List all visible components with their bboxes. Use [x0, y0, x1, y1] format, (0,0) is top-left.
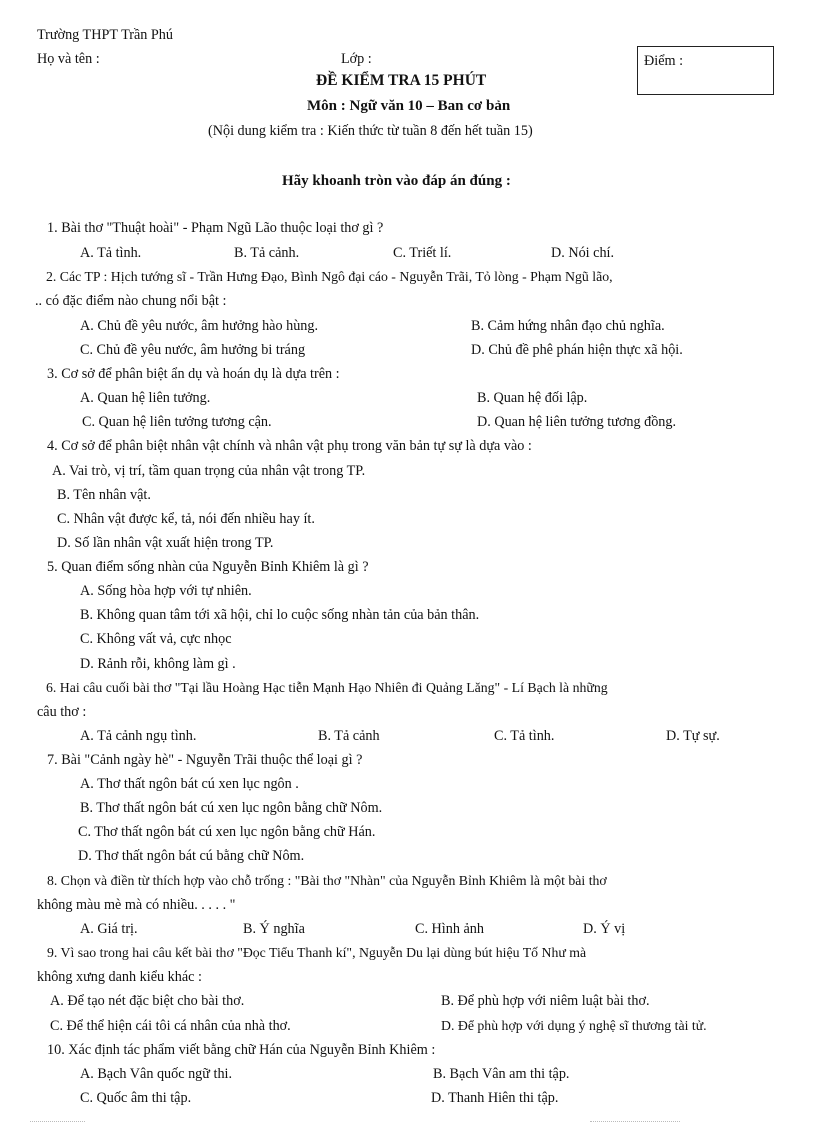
option-d: D. Chủ đề phê phán hiện thực xã hội.	[471, 342, 683, 358]
option-d: D. Rảnh rỗi, không làm gì .	[80, 656, 236, 672]
page-edge-rule	[590, 1121, 680, 1122]
option-b: B. Quan hệ đối lập.	[477, 390, 588, 406]
option-c: C. Thơ thất ngôn bát cú xen lục ngôn bằng chữ Hán.	[78, 824, 376, 840]
option-b: B. Ý nghĩa	[243, 921, 305, 937]
option-b: B. Tả cảnh	[318, 728, 380, 744]
option-d: D. Số lần nhân vật xuất hiện trong TP.	[57, 535, 274, 551]
exam-title: ĐỀ KIỂM TRA 15 PHÚT	[316, 72, 487, 89]
option-b: B. Cảm hứng nhân đạo chủ nghĩa.	[471, 318, 665, 334]
student-name-label: Họ và tên :	[37, 51, 100, 67]
question-stem: 5. Quan điểm sống nhàn của Nguyễn Bỉnh Khiêm là gì ?	[47, 559, 369, 575]
question-stem: 2. Các TP : Hịch tướng sĩ - Trần Hưng Đạo, Bình Ngô đại cáo - Nguyễn Trãi, Tỏ lòng - Phạm Ngũ lão,	[46, 269, 613, 284]
question-stem: 4. Cơ sở để phân biệt nhân vật chính và nhân vật phụ trong văn bản tự sự là dựa vào :	[47, 438, 532, 454]
question-stem: 3. Cơ sở để phân biệt ẩn dụ và hoán dụ là dựa trên :	[47, 366, 340, 382]
option-d: D. Quan hệ liên tưởng tương đồng.	[477, 414, 677, 430]
question-stem: 9. Vì sao trong hai câu kết bài thơ "Đọc Tiểu Thanh kí", Nguyễn Du lại dùng bút hiệu Tố Như mà	[47, 945, 587, 960]
option-b: B. Tả cảnh.	[234, 245, 300, 261]
option-d: D. Thanh Hiên thi tập.	[431, 1090, 559, 1106]
option-a: A. Sống hòa hợp với tự nhiên.	[80, 583, 252, 599]
option-a: A. Để tạo nét đặc biệt cho bài thơ.	[50, 993, 245, 1009]
question-stem-cont: không xưng danh kiểu khác :	[37, 969, 202, 985]
option-d: D. Thơ thất ngôn bát cú bằng chữ Nôm.	[78, 848, 305, 864]
option-a: A. Giá trị.	[80, 921, 138, 937]
option-c: C. Để thể hiện cái tôi cá nhân của nhà thơ.	[50, 1018, 291, 1034]
option-b: B. Thơ thất ngôn bát cú xen lục ngôn bằng chữ Nôm.	[80, 800, 383, 816]
option-a: A. Quan hệ liên tưởng.	[80, 390, 211, 406]
score-box	[637, 46, 774, 95]
option-c: C. Tả tình.	[494, 728, 555, 744]
question-stem: 10. Xác định tác phẩm viết bằng chữ Hán của Nguyễn Bỉnh Khiêm :	[47, 1042, 436, 1058]
option-d: D. Ý vị	[583, 921, 626, 937]
option-a: A. Tả cảnh ngụ tình.	[80, 728, 197, 744]
option-c: C. Không vất vả, cực nhọc	[80, 631, 232, 647]
option-c: C. Triết lí.	[393, 245, 452, 261]
question-stem: 8. Chọn và điền từ thích hợp vào chỗ trống : "Bài thơ "Nhàn" của Nguyễn Bỉnh Khiêm là một bài thơ	[47, 873, 607, 888]
option-d: D. Nói chí.	[551, 245, 615, 261]
option-a: A. Bạch Vân quốc ngữ thi.	[80, 1066, 233, 1082]
option-b: B. Bạch Vân am thi tập.	[433, 1066, 570, 1082]
instruction: Hãy khoanh tròn vào đáp án đúng :	[282, 173, 511, 189]
option-c: C. Chủ đề yêu nước, âm hưởng bi tráng	[80, 342, 306, 358]
question-stem-cont: câu thơ :	[37, 704, 87, 720]
option-a: A. Tả tình.	[80, 245, 142, 261]
option-d: D. Để phù hợp với dụng ý nghệ sĩ thương tài tử.	[441, 1018, 707, 1033]
subject-line: Môn : Ngữ văn 10 – Ban cơ bản	[307, 98, 511, 114]
score-label: Điểm :	[644, 53, 684, 69]
question-stem-cont: .. có đặc điểm nào chung nổi bật :	[35, 293, 227, 309]
option-b: B. Không quan tâm tới xã hội, chỉ lo cuộc sống nhàn tản của bản thân.	[80, 607, 480, 623]
option-c: C. Quan hệ liên tưởng tương cận.	[82, 414, 272, 430]
option-b: B. Để phù hợp với niêm luật bài thơ.	[441, 993, 650, 1009]
option-c: C. Hình ảnh	[415, 921, 484, 937]
option-d: D. Tự sự.	[666, 728, 720, 744]
option-a: A. Thơ thất ngôn bát cú xen lục ngôn .	[80, 776, 299, 792]
class-label: Lớp :	[341, 51, 372, 67]
option-c: C. Quốc âm thi tập.	[80, 1090, 192, 1106]
question-stem: 7. Bài "Cảnh ngày hè" - Nguyễn Trãi thuộc thể loại gì ?	[47, 752, 363, 768]
option-a: A. Chủ đề yêu nước, âm hưởng hào hùng.	[80, 318, 319, 334]
question-stem-cont: không màu mè mà có nhiều. . . . . "	[37, 897, 236, 913]
question-stem: 6. Hai câu cuối bài thơ "Tại lầu Hoàng Hạc tiễn Mạnh Hạo Nhiên đi Quảng Lăng" - Lí Bạch là những	[46, 680, 608, 695]
option-b: B. Tên nhân vật.	[57, 487, 151, 503]
option-c: C. Nhân vật được kể, tả, nói đến nhiều hay ít.	[57, 511, 315, 527]
question-stem: 1. Bài thơ "Thuật hoài" - Phạm Ngũ Lão thuộc loại thơ gì ?	[47, 220, 384, 236]
option-a: A. Vai trò, vị trí, tầm quan trọng của nhân vật trong TP.	[52, 463, 366, 479]
page-edge-rule	[30, 1121, 85, 1122]
school-name: Trường THPT Trần Phú	[37, 27, 173, 43]
exam-scope: (Nội dung kiểm tra : Kiến thức từ tuần 8 đến hết tuần 15)	[208, 123, 533, 139]
